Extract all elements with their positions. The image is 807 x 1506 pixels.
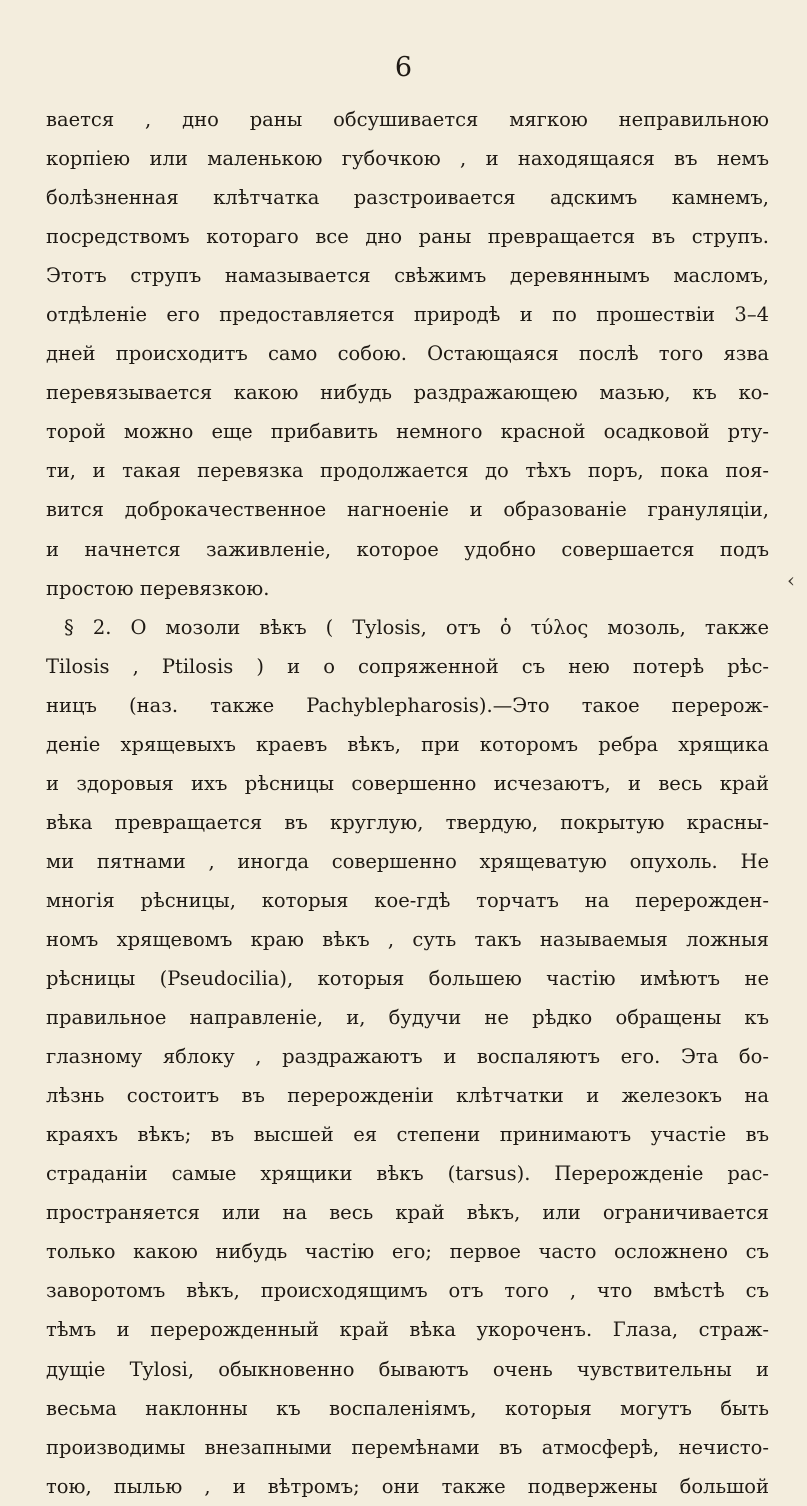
text-line: Tilosis , Ptilosis ) и о сопряженной съ нею потерѣ рѣс- [46,654,769,678]
text-line: номъ хрящевомъ краю вѣкъ , суть такъ называемыя ложныя [46,927,769,951]
text-line: простою перевязкою. [46,576,270,600]
text-line: вится доброкачественное нагноенie и образованie грануляцiи, [46,498,769,522]
text-line: торой можно еще прибавить немного красной осадковой рту- [46,420,769,444]
text-line: многiя рѣсницы, которыя кое-гдѣ торчатъ на перерожден- [46,888,769,912]
text-line: весьма наклонны къ воспаленiямъ, которыя могутъ быть [46,1396,769,1420]
section-heading-line: § 2. О мозоли вѣкъ ( Tylosis, отъ ὁ τύλος мозоль, также [64,615,769,639]
text-line: денie хрящевыхъ краевъ вѣкъ, при которомъ ребра хрящика [46,732,769,756]
text-line: корпiею или маленькою губочкою , и находящаяся въ немъ [46,147,769,171]
text-line: перевязывается какою нибудь раздражающею мазью, къ ко- [46,381,769,405]
text-line: тѣмъ и перерожденный край вѣка укороченъ. Глаза, страж- [46,1318,769,1342]
text-line: краяхъ вѣкъ; въ высшей ея степени принимаютъ участie въ [46,1123,769,1147]
text-line: и здоровыя ихъ рѣсницы совершенно исчезаютъ, и весь край [46,771,769,795]
text-line: глазному яблоку , раздражаютъ и воспаляютъ его. Эта бо- [46,1045,769,1069]
text-line: ми пятнами , иногда совершенно хрящеватую опухоль. Не [46,849,769,873]
text-line: производимы внезапными перемѣнами въ атмосферѣ, нечисто- [46,1435,769,1459]
text-line: тою, пылью , и вѣтромъ; они также подвержены большой [46,1474,769,1498]
text-line: вѣка превращается въ круглую, твердую, покрытую красны- [46,810,769,834]
text-line: вается , дно раны обсушивается мягкою неправильною [46,108,769,131]
text-line: только какою нибудь частiю его; первое часто осложнено съ [46,1240,769,1264]
text-line: болѣзненная клѣтчатка разстроивается адскимъ камнемъ, [46,186,769,210]
body-text [46,100,769,1506]
text-line: отдѣленie его предоставляется природѣ и по прошествiи 3–4 [46,303,769,327]
text-line: Этотъ струпъ намазывается свѣжимъ деревяннымъ масломъ, [46,264,769,288]
text-line: страданiи самые хрящики вѣкъ (tarsus). Перерожденie рас- [46,1162,769,1186]
text-line: и начнется заживленie, которое удобно совершается подъ [46,537,769,561]
margin-mark: ‹ [787,568,795,592]
text-line: дущie Tylosi, обыкновенно бываютъ очень чувствительны и [46,1357,769,1381]
text-line: лѣзнь состоитъ въ перерожденiи клѣтчатки и железокъ на [46,1084,769,1108]
text-line: заворотомъ вѣкъ, происходящимъ отъ того , что вмѣстѣ съ [46,1279,769,1303]
text-line: правильное направленie, и, будучи не рѣдко обращены къ [46,1006,769,1030]
text-line: ти, и такая перевязка продолжается до тѣхъ поръ, пока поя- [46,459,769,483]
page-number: 6 [394,52,413,83]
text-line: пространяется или на весь край вѣкъ, или ограничивается [46,1201,769,1225]
text-line: ницъ (наз. также Pachyblepharosis).—Это такое перерож- [46,693,769,717]
text-line: рѣсницы (Pseudocilia), которыя большею частiю имѣютъ не [46,967,769,991]
text-line: посредствомъ котораго все дно раны превращается въ струпъ. [46,225,769,249]
text-line: дней происходитъ само собою. Остающаяся послѣ того язва [46,342,769,366]
